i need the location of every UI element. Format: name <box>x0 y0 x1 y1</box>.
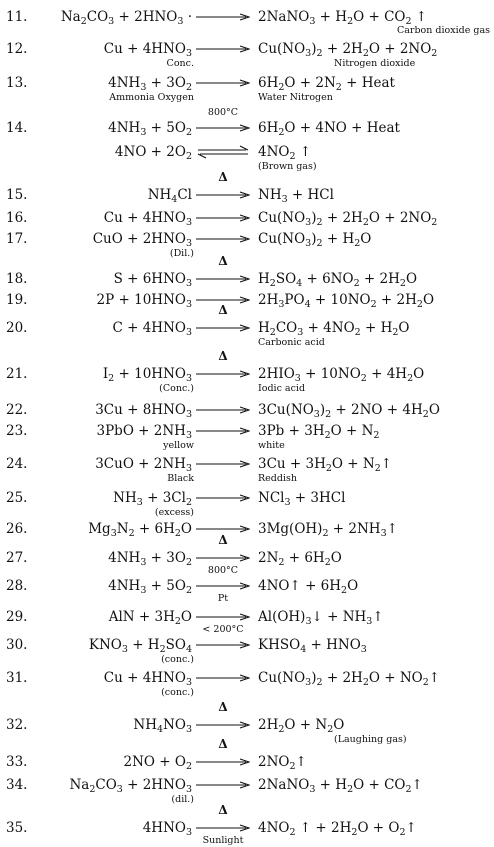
products: $4NO_2$ ↑ + $2H_2O$ + $O_2↑$ <box>258 820 417 838</box>
reaction-number: 14. <box>6 120 28 136</box>
product-note: Reddish <box>258 473 297 484</box>
product-note: Nitrogen dioxide <box>334 58 416 69</box>
reaction-arrow-icon <box>196 120 250 136</box>
reactants: $4HNO_3$ <box>142 820 192 838</box>
reaction-number: 11. <box>6 9 28 25</box>
products: $6H_2O + 2N_2$ + Heat <box>258 75 395 93</box>
products: $2H_3PO_4 + 10NO_2 + 2H_2O$ <box>258 292 435 310</box>
reaction-arrow-icon <box>196 637 250 653</box>
reaction-row <box>0 670 494 698</box>
reaction-arrow-icon <box>196 366 250 382</box>
products: $Cu(NO_3)_2 + 2H_2O$ + $NO_2↑$ <box>258 670 441 688</box>
reactant-note: Conc. <box>166 58 194 69</box>
reactants: $2P + 10HNO_3$ <box>96 292 192 310</box>
condition-above: Δ <box>218 349 228 363</box>
reaction-arrow-icon <box>196 9 250 25</box>
reaction-arrow-icon <box>196 75 250 91</box>
reactants: $2NO + O_2$ <box>123 754 192 772</box>
reaction-number: 33. <box>6 754 28 770</box>
reactants: $3Cu + 8HNO_3$ <box>95 402 192 420</box>
reaction-number: 29. <box>6 609 28 625</box>
reaction-arrow-icon <box>196 670 250 686</box>
reaction-arrow-icon <box>196 320 250 336</box>
product-note: Carbonic acid <box>258 337 325 348</box>
products: $NH_3$ + HCl <box>258 187 334 205</box>
reactant-note: (excess) <box>154 507 194 518</box>
reactants: CuO + $2HNO_3$ <box>92 231 192 249</box>
reaction-row <box>0 349 494 394</box>
reactants: $KNO_3 + H_2SO_4$ <box>88 637 192 655</box>
reactant-note: (Dil.) <box>169 248 194 259</box>
products: $3Mg(OH)_2$ + $2NH_3↑$ <box>258 521 398 539</box>
reaction-number: 31. <box>6 670 28 686</box>
equilibrium-arrow-icon <box>196 144 250 160</box>
condition-above: Δ <box>218 170 228 184</box>
reaction-number: 13. <box>6 75 28 91</box>
reaction-row <box>0 700 494 745</box>
condition-above: Δ <box>218 254 228 268</box>
products: $2HIO_3 + 10NO_2 + 4H_2O$ <box>258 366 425 384</box>
reaction-number: 28. <box>6 578 28 594</box>
reaction-row <box>0 803 494 846</box>
reaction-arrow-icon <box>196 187 250 203</box>
reactants: $Mg_3N_2 + 6H_2O$ <box>88 521 192 539</box>
reactants: AlN + $3H_2O$ <box>108 609 192 627</box>
products: 2NaNO$_3$ + $H_2O$ + $CO_2↑$ <box>258 777 423 795</box>
products: $6H_2O + 4NO$ + Heat <box>258 120 400 138</box>
condition-above: 800°C <box>207 565 239 576</box>
reaction-row <box>0 107 494 138</box>
reaction-number: 21. <box>6 366 28 382</box>
condition-above: < 200°C <box>202 624 244 635</box>
reaction-arrow-icon <box>196 210 250 226</box>
reaction-arrow-icon <box>196 231 250 247</box>
condition-below: Sunlight <box>202 835 244 846</box>
reactant-note: Ammonia Oxygen <box>109 92 194 103</box>
reactant-note: (conc.) <box>161 687 194 698</box>
condition-above: Δ <box>218 803 228 817</box>
reaction-number: 34. <box>6 777 28 793</box>
reaction-arrow-icon <box>196 754 250 770</box>
reaction-row <box>0 210 494 226</box>
reactant-note: Black <box>167 473 194 484</box>
reactants: $3PbO + 2NH_3$ <box>96 423 192 441</box>
reaction-arrow-icon <box>196 41 250 57</box>
product-note: (Brown gas) <box>258 161 317 172</box>
product-note: white <box>258 440 285 451</box>
product-note: (Laughing gas) <box>334 734 407 745</box>
reaction-row <box>0 41 494 69</box>
reaction-arrow-icon <box>196 609 250 625</box>
reaction-row <box>0 456 494 484</box>
products: NCl$_3$ + 3HCl <box>258 490 346 508</box>
reactants: $4NO + 2O_2$ <box>114 144 192 162</box>
reaction-number: 24. <box>6 456 28 472</box>
condition-below: Pt <box>217 593 229 604</box>
reactants: $NH_4NO_3$ <box>133 717 192 735</box>
reaction-number: 27. <box>6 550 28 566</box>
reactant-note: (conc.) <box>161 654 194 665</box>
reaction-row <box>0 490 494 518</box>
reactant-note: (dil.) <box>171 794 194 805</box>
reaction-row <box>0 609 494 625</box>
reactants: $Na_2CO_3 + 2HNO_3$ · <box>60 9 192 27</box>
products: $Cu(NO_3)_2 + 2H_2O + 2NO_2$ <box>258 210 438 228</box>
reaction-row <box>0 565 494 604</box>
reaction-arrow-icon <box>196 717 250 733</box>
reactants: $4NH_3 + 5O_2$ <box>108 120 192 138</box>
products: $H_2CO_3 + 4NO_2 + H_2O$ <box>258 320 410 338</box>
reactants: $4NH_3 + 3O_2$ <box>108 550 192 568</box>
reaction-row <box>0 144 494 172</box>
reactants: $NH_3 + 3Cl_2$ <box>113 490 192 508</box>
reaction-row <box>0 254 494 289</box>
reaction-row <box>0 231 494 259</box>
products: $4NO_2$ ↑ <box>258 144 312 162</box>
products: $Cu(NO_3)_2 + H_2O$ <box>258 231 372 249</box>
reaction-number: 25. <box>6 490 28 506</box>
reaction-row <box>0 624 494 665</box>
reaction-arrow-icon <box>196 271 250 287</box>
product-note: Carbon dioxide gas <box>397 25 490 36</box>
reaction-arrow-icon <box>196 423 250 439</box>
reaction-arrow-icon <box>196 578 250 594</box>
reactants: $4NH_3 + 5O_2$ <box>108 578 192 596</box>
products: $3Cu(NO_3)_2 + 2NO + 4H_2O$ <box>258 402 440 420</box>
products: $2N_2 + 6H_2O$ <box>258 550 342 568</box>
reaction-row <box>0 75 494 103</box>
reaction-row <box>0 170 494 205</box>
products: $2NO_2↑$ <box>258 754 307 772</box>
reactants: $3CuO + 2NH_3$ <box>95 456 192 474</box>
reaction-number: 20. <box>6 320 28 336</box>
products: $KHSO_4 + HNO_3$ <box>258 637 367 655</box>
reactants: $Cu + 4HNO_3$ <box>103 41 192 59</box>
products: $Cu(NO_3)_2 + 2H_2O + 2NO_2$ <box>258 41 438 59</box>
reactants: $I_2 + 10HNO_3$ <box>102 366 192 384</box>
reactants: $Cu + 4HNO_3$ <box>103 670 192 688</box>
reaction-arrow-icon <box>196 490 250 506</box>
products: $Al(OH)_3↓$ + $NH_3↑$ <box>258 609 384 627</box>
products: $2H_2O + N_2O$ <box>258 717 345 735</box>
reaction-number: 35. <box>6 820 28 836</box>
reaction-number: 22. <box>6 402 28 418</box>
reaction-number: 32. <box>6 717 28 733</box>
condition-above: Δ <box>218 533 228 547</box>
reaction-number: 26. <box>6 521 28 537</box>
reaction-arrow-icon <box>196 402 250 418</box>
products: 4NO↑ + $6H_2O$ <box>258 578 359 596</box>
reaction-number: 30. <box>6 637 28 653</box>
reaction-number: 18. <box>6 271 28 287</box>
reaction-row <box>0 533 494 568</box>
product-note: Water Nitrogen <box>258 92 333 103</box>
reaction-row <box>0 402 494 418</box>
reaction-number: 12. <box>6 41 28 57</box>
reaction-number: 17. <box>6 231 28 247</box>
reaction-row <box>0 423 494 451</box>
reaction-arrow-icon <box>196 550 250 566</box>
products: $3Pb + 3H_2O + N_2$ <box>258 423 380 441</box>
reaction-arrow-icon <box>196 820 250 836</box>
reaction-row <box>0 777 494 805</box>
condition-above: Δ <box>218 303 228 317</box>
condition-above: Δ <box>218 737 228 751</box>
reaction-number: 19. <box>6 292 28 308</box>
product-note: Iodic acid <box>258 383 306 394</box>
reaction-number: 23. <box>6 423 28 439</box>
reaction-row <box>0 9 494 36</box>
reaction-row <box>0 303 494 348</box>
reaction-arrow-icon <box>196 777 250 793</box>
reactants: $4NH_3 + 3O_2$ <box>108 75 192 93</box>
condition-above: Δ <box>218 700 228 714</box>
reaction-number: 16. <box>6 210 28 226</box>
products: $H_2SO_4 + 6NO_2 + 2H_2O$ <box>258 271 418 289</box>
products: $3Cu + 3H_2O$ + $N_2↑$ <box>258 456 393 474</box>
reaction-number: 15. <box>6 187 28 203</box>
reactant-note: yellow <box>163 440 194 451</box>
reaction-arrow-icon <box>196 456 250 472</box>
reactants: $Na_2CO_3 + 2HNO_3$ <box>69 777 192 795</box>
condition-above: 800°C <box>207 107 239 118</box>
products: 2NaNO$_3$ + $H_2O + CO_2$ ↑ <box>258 9 428 27</box>
reactants: $S + 6HNO_3$ <box>113 271 192 289</box>
reactants: $NH_4Cl$ <box>147 187 192 205</box>
reactants: $C + 4HNO_3$ <box>112 320 192 338</box>
reactant-note: (Conc.) <box>159 383 194 394</box>
reactants: $Cu + 4HNO_3$ <box>103 210 192 228</box>
